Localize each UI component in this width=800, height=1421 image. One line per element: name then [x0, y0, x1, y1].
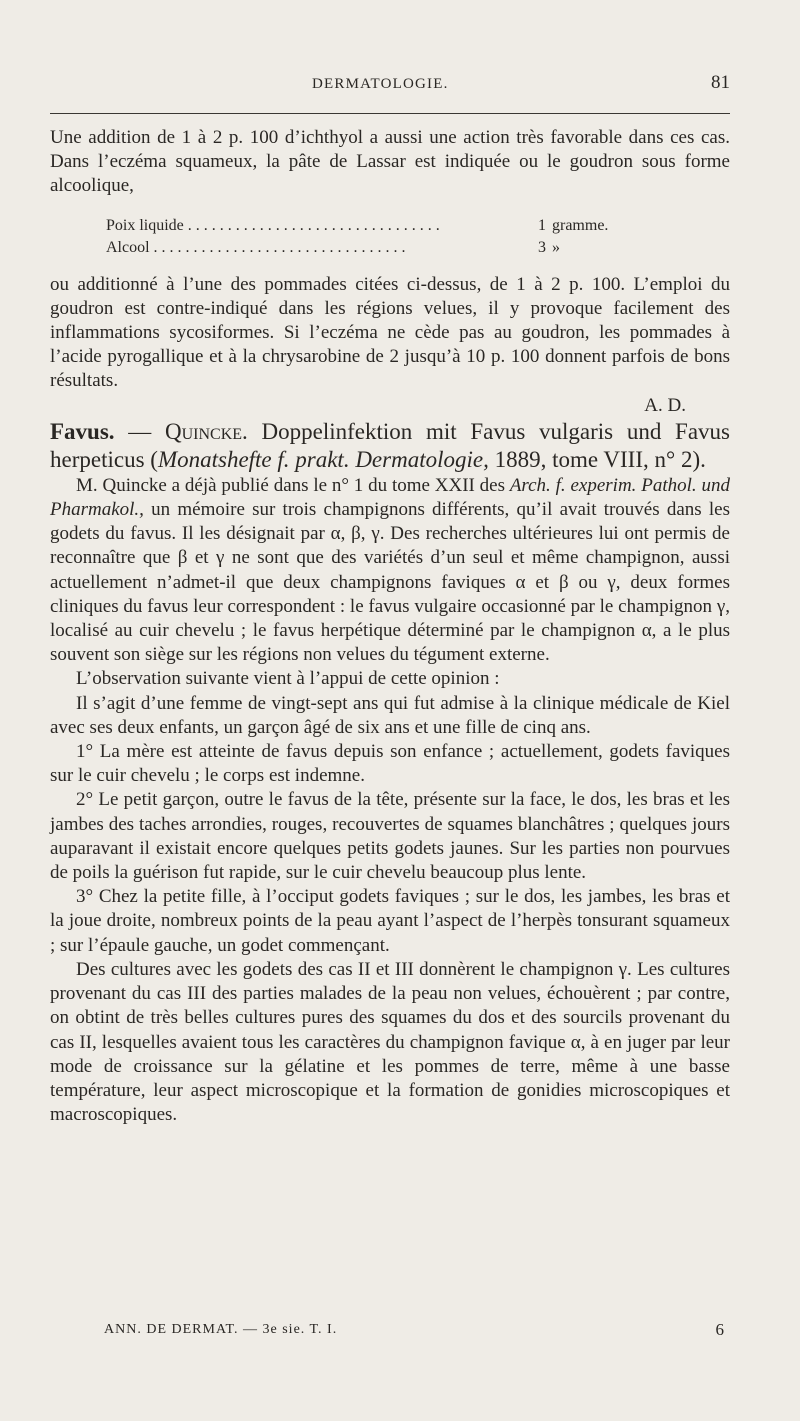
recipe [50, 215, 730, 259]
recipe-followup-paragraph: ou additionné à l’une des pommades citées ci-dessus, de 1 à 2 p. 100. L’emploi du goudron est contre-indiqué dans les régions velues, il y provoque facilement des inflammations sycosiformes. Si l’eczéma ne cède pas au goudron, les pommades à l’acide pyrogallique et à la chrysarobine de 2 jusqu’à 10 p. 100 donnent parfois de bons résultats. [50, 273, 730, 392]
article-journal: Monatshefte f. prakt. Dermatologie, [157, 446, 489, 472]
heading-dash: — [114, 418, 165, 444]
recipe-ingredient: Alcool . . . [106, 237, 518, 259]
page-footer [104, 1322, 724, 1342]
recipe-unit: » [552, 238, 560, 256]
paragraph-3: Il s’agit d’une femme de vingt-sept ans qui fut admise à la clinique médicale de Kiel avec ses deux enfants, un garçon âgé de six ans et une fille de cinq ans. [50, 692, 730, 738]
paragraph-1-start: M. Quincke a déjà publié dans le n° 1 du tome XXII des [76, 474, 510, 496]
article-topic: Favus. [50, 418, 115, 444]
paragraph-5: 2° Le petit garçon, outre le favus de la tête, présente sur la face, le dos, les bras et les jambes des taches arrondies, rouges, recouvertes de squames blanchâtres ; quelques jours auparavant il existait encore quelques petits godets jaunes. Sur les parties non pourvues de poils la guérison fut rapide, sur le cuir chevelu beaucoup plus lente. [50, 789, 730, 884]
page-number: 81 [711, 72, 730, 93]
paragraph-4: 1° La mère est atteinte de favus depuis son enfance ; actuellement, godets faviques sur le cuir chevelu ; le corps est indemne. [50, 741, 730, 787]
paragraph-1-rest: un mémoire sur trois champignons différents, qu’il avait trouvés dans les godets du favus. Il les désignait par α, β, γ. Des recherches ultérieures lui ont permis de reconnaître que β et γ ne sont que des variétés d’un seul et même champignon, aussi actuellement n’admet-il que deux champignons faviques α et β ou γ, deux formes cliniques du favus leur correspondent : le favus vulgaire occasionné par le champignon γ, localisé au cuir chevelu ; le favus herpétique déterminé par le champignon α, a le plus souvent son siège sur les régions non velues du tégument externe. [50, 499, 730, 666]
paragraph-1 [50, 474, 730, 668]
recipe-unit: gramme. [552, 216, 609, 234]
paragraph-6: 3° Chez la petite fille, à l’occiput godets faviques ; sur le dos, les jambes, les bras et la joue droite, nombreux points de la peau ayant l’aspect de l’herpès tonsurant squameux ; sur l’épaule gauche, un godet commençant. [50, 886, 730, 956]
intro-paragraph: Une addition de 1 à 2 p. 100 d’ichthyol a aussi une action très favorable dans ces cas. Dans l’eczéma squameux, la pâte de Lassar est indiquée ou le goudron sous forme alcoolique, [50, 127, 730, 197]
running-header [50, 72, 730, 100]
recipe-ingredient: Poix liquide . . . [106, 215, 518, 237]
article-author: Quincke. [164, 418, 248, 444]
header-title: DERMATOLOGIE. [312, 76, 449, 92]
paragraph-1-journal: Arch. f. experim. Pathol. und Pharmakol., [50, 474, 730, 521]
article-heading [50, 418, 730, 474]
article-title: Doppelinfektion mit Favus vulgaris und Favus herpeticus ( [50, 418, 731, 472]
paragraph-2: L’observation suivante vient à l’appui de cette opinion : [76, 668, 500, 690]
recipe-row [50, 237, 730, 259]
footer-signature: ANN. DE DERMAT. — 3e sie. T. I. [104, 1322, 338, 1337]
header-rule [50, 113, 730, 114]
footer-sheet-number: 6 [715, 1320, 724, 1339]
article-citation: 1889, tome VIII, n° 2). [488, 446, 706, 472]
page-body [50, 126, 730, 1127]
paragraph-7: Des cultures avec les godets des cas II et III donnèrent le champignon γ. Les cultures provenant du cas III des parties malades de la peau non velues, échouèrent ; par contre, on obtint de très belles cultures pures des squames du dos et des sourcils provenant du cas II, lesquelles avaient tous les caractères du champignon favique α, à en juger par leur mode de croissance sur la gélatine et les pommes de terre, même à une basse température, leur aspect microscopique et la formation de gonidies microscopiques et macroscopiques. [50, 958, 730, 1126]
author-signature: A. D. [644, 394, 686, 416]
recipe-row [50, 215, 730, 237]
recipe-quantity: 1 [538, 216, 546, 234]
recipe-quantity: 3 [538, 238, 546, 256]
